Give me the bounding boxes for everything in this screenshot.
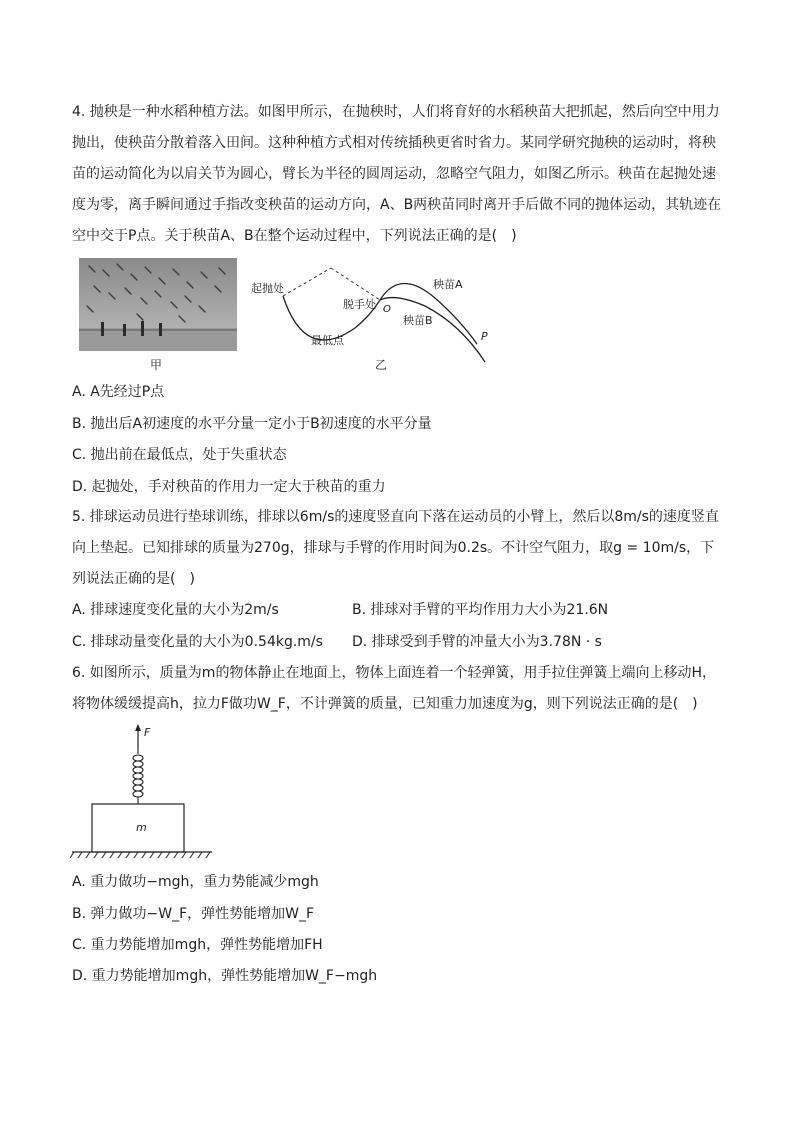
force-arrow-head bbox=[135, 724, 141, 731]
label-seed-a: 秧苗A bbox=[433, 278, 463, 291]
q6-option-d: D. 重力势能增加mgh，弹性势能增加W_F−mgh bbox=[72, 968, 378, 984]
q4-option-a: A. A先经过P点 bbox=[72, 384, 165, 400]
ground-hatch bbox=[70, 852, 210, 858]
q5-option-d: D. 排球受到手臂的冲量大小为3.78N · s bbox=[352, 634, 602, 650]
arm-dashed-line-left bbox=[283, 268, 331, 296]
figure-yi-label: 乙 bbox=[375, 358, 388, 372]
label-point-o: O bbox=[383, 304, 391, 315]
trajectory-diagram bbox=[245, 258, 510, 370]
q5-option-a: A. 排球速度变化量的大小为2m/s bbox=[72, 602, 279, 618]
figure-jia-label: 甲 bbox=[150, 358, 163, 372]
label-point-p: P bbox=[481, 330, 488, 343]
label-lowest: 最低点 bbox=[311, 334, 344, 347]
q5-option-b: B. 排球对手臂的平均作用力大小为21.6N bbox=[352, 602, 609, 618]
question-6-stem: 6. 如图所示，质量为m的物体静止在地面上，物体上面连着一个轻弹簧，用手拉住弹簧上端向上移动H，将物体缓缓提高h，拉力F做功W_F，不计弹簧的质量，已知重力加速度为g，则下列说法正确的是( ) bbox=[72, 665, 716, 712]
q4-option-b: B. 抛出后A初速度的水平分量一定小于B初速度的水平分量 bbox=[72, 416, 432, 432]
label-force-f: F bbox=[144, 726, 151, 739]
label-mass-m: m bbox=[136, 821, 147, 834]
q4-option-d: D. 起抛处，手对秧苗的作用力一定大于秧苗的重力 bbox=[72, 479, 386, 495]
spring-block-diagram bbox=[70, 722, 215, 862]
label-start: 起抛处 bbox=[251, 282, 284, 295]
q4-option-c: C. 抛出前在最低点，处于失重状态 bbox=[72, 447, 287, 463]
q6-option-c: C. 重力势能增加mgh，弹性势能增加FH bbox=[72, 937, 323, 953]
spring-coils bbox=[133, 750, 143, 804]
question-5-stem: 5. 排球运动员进行垫球训练，排球以6m/s的速度竖直向下落在运动员的小臂上，然后以8m/s的速度竖直向上垫起。已知排球的质量为270g，排球与手臂的作用时间为0.2s。不计空气阻力，取g = 10m/s，下列说法正确的是( ) bbox=[72, 509, 719, 587]
q6-option-b: B. 弹力做功−W_F，弹性势能增加W_F bbox=[72, 906, 315, 922]
rice-throwing-photo bbox=[79, 258, 237, 351]
label-seed-b: 秧苗B bbox=[403, 314, 433, 327]
label-release: 脱手处 bbox=[343, 298, 376, 311]
question-4-stem: 4. 抛秧是一种水稻种植方法。如图甲所示，在抛秧时，人们将育好的水稻秧苗大把抓起，然后向空中用力抛出，使秧苗分散着落入田间。这种种植方式相对传统插秧更省时省力。某同学研究抛秧的运动时，将秧苗的运动简化为以肩关节为圆心，臂长为半径的圆周运动，忽略空气阻力，如图乙所示。秧苗在起抛处速度为零，离手瞬间通过手指改变秧苗的运动方向，A、B两秧苗同时离开手后做不同的抛体运动，其轨迹在空中交于P点。关于秧苗A、B在整个运动过程中，下列说法正确的是( ) bbox=[72, 104, 722, 244]
q6-option-a: A. 重力做功−mgh，重力势能减少mgh bbox=[72, 874, 319, 890]
arm-dashed-line-right bbox=[331, 268, 380, 300]
trajectory-b bbox=[380, 298, 485, 362]
q5-option-c: C. 排球动量变化量的大小为0.54kg.m/s bbox=[72, 634, 323, 650]
